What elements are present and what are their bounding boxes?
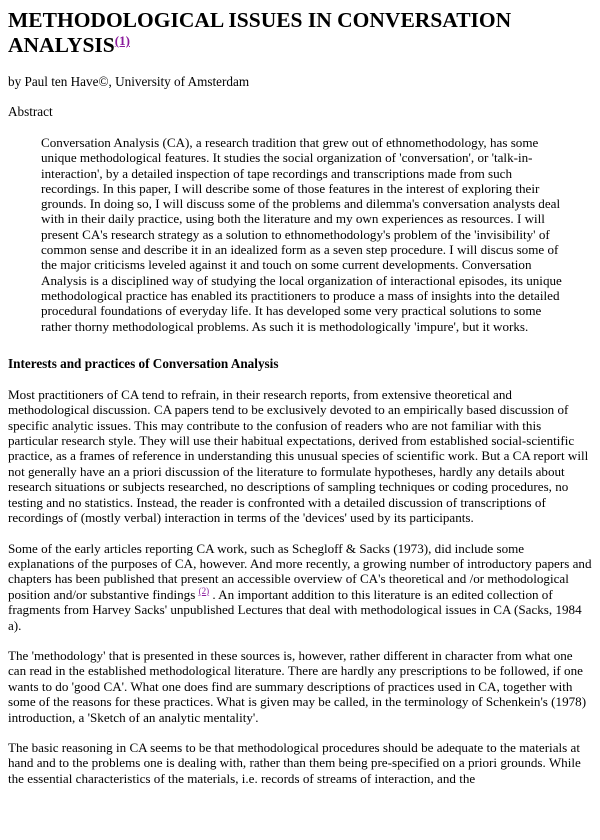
abstract-text: Conversation Analysis (CA), a research tradition that grew out of ethnomethodology, has some unique methodological features. It studies the social organization of 'conversation', or 'talk-in-interaction', by a detailed inspection of tape recordings and transcriptions made from such recordings. In this paper, I will describe some of those features in the interest of exploring their grounds. In doing so, I will discuss some of the problems and dilemma's conversation analysts deal with in their daily practice, using both the literature and my own experiences as resources. I will present CA's research strategy as a solution to ethnomethodology's problem of the 'invisibility' of common sense and describe it in an idealized form as a seven step procedure. I will discus some of the major criticisms leveled against it and touch on some current developments. Conversation Analysis is a disciplined way of studying the local organization of interactional episodes, its unique methodological practice has enabled its practitioners to produce a mass of insights into the detailed procedural foundations of everyday life. It has developed some very practical solutions to some rather thorny methodological problems. As such it is methodologically 'impure', but it works. xyxy=(41,135,562,334)
paragraph-4: The basic reasoning in CA seems to be that methodological procedures should be adequate to the materials at hand and to the problems one is dealing with, rather than them being pre-specified on a priori grounds. While the essential characteristics of the materials, i.e. records of streams of interaction, and the xyxy=(8,739,581,786)
footnote-2-link[interactable]: (2) xyxy=(198,585,210,596)
document-page xyxy=(8,0,592,786)
paragraph-1: Most practitioners of CA tend to refrain, in their research reports, from extensive theoretical and methodological discussion. CA papers tend to be exclusively devoted to an empirically based discussion of specific analytic issues. This may contribute to the confusion of readers who are not familiar with this particular research style. They will use their habitual expectations, derived from established social-scientific practice, as a frames of reference in understanding this unusual species of scientific work. But a CA report will not generally have an a priori discussion of the literature to formulate hypotheses, hardly any details about research situations or subjects researched, no descriptions of sampling techniques or coding procedures, no testing and no statistics. Instead, the reader is confronted with a detailed discussion of transcriptions of recordings of (mostly verbal) interaction in terms of the 'devices' used by its participants. xyxy=(8,386,589,526)
paper-title xyxy=(8,8,592,58)
title-text: METHODOLOGICAL ISSUES IN CONVERSATION ANALYSIS xyxy=(8,8,512,57)
paragraph-2-text-b: . An important addition to this literature is an edited collection of fragments from Harvey Sacks' unpublished Lectures that deal with methodological issues in CA (Sacks, 1984 a). xyxy=(8,586,582,633)
paragraph-2-text-a: Some of the early articles reporting CA work, such as Schegloff & Sacks (1973), did include some explanations of the purposes of CA, however. And more recently, a growing number of introductory papers and chapters has been published that present an accessible overview of CA's theoretical and /or methodological position and/or substantive findings xyxy=(8,540,592,602)
author-line: by Paul ten Have©, University of Amsterdam xyxy=(8,74,250,89)
section-heading: Interests and practices of Conversation Analysis xyxy=(8,355,279,371)
title-footnote-link[interactable]: (1) xyxy=(114,33,130,48)
abstract-label: Abstract xyxy=(8,104,53,119)
paragraph-2 xyxy=(8,541,592,633)
paragraph-3: The 'methodology' that is presented in these sources is, however, rather different in character from what one can read in the established methodological literature. There are hardly any prescriptions to be followed, if one wants to do 'good CA'. What one does find are summary descriptions of practices used in CA, together with some of the reasons for these practices. What is given may be called, in the terminology of Schenkein's (1978) introduction, a 'Sketch of an analytic mentality'. xyxy=(8,647,587,725)
